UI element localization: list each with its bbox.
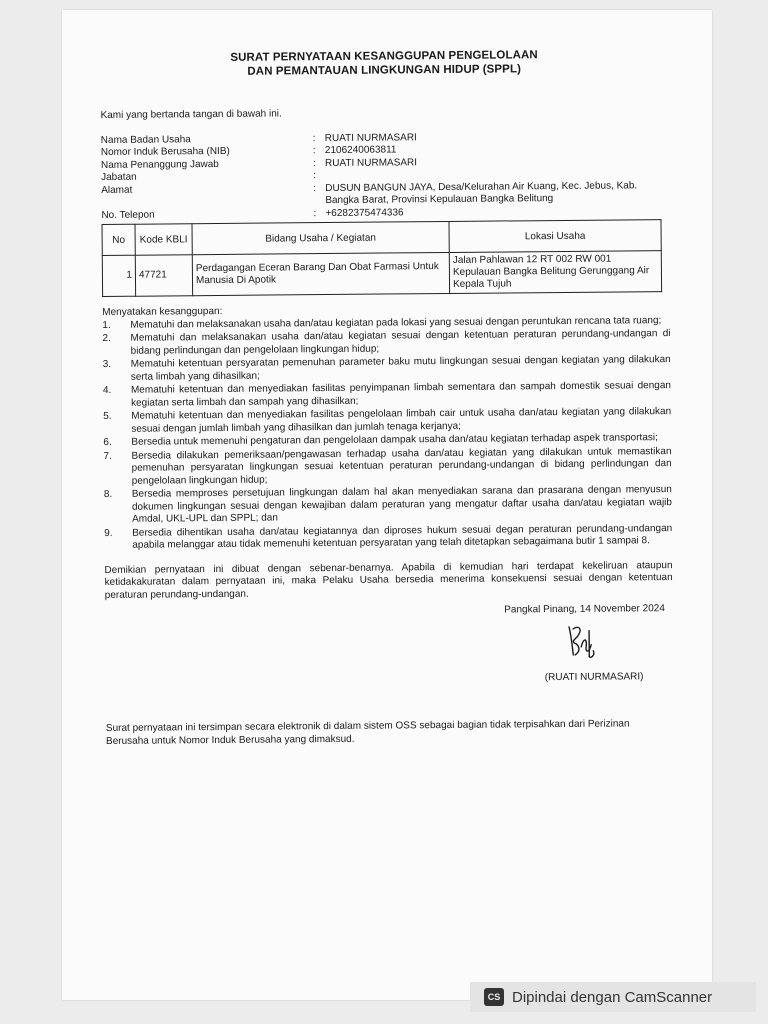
kbli-table	[102, 219, 663, 297]
declaration-heading: Menyatakan kesanggupan:	[102, 305, 223, 318]
cell-lokasi: Jalan Pahlawan 12 RT 002 RW 001 Kepulauan Bangka Belitung Gerunggang Air Kepala Tujuh	[449, 251, 661, 294]
item-text: Mematuhi ketentuan dan menyediakan fasilitas pengelolaan limbah cair untuk usaha dan/atau kegiatan yang dilakukan sesuai dengan jumlah limbah yang dihasilkan dan jumlah tenaga kerjanya;	[131, 406, 672, 435]
item-number: 7.	[103, 450, 112, 462]
info-block	[101, 130, 670, 222]
place-date: Pangkal Pinang, 14 November 2024	[504, 603, 665, 616]
info-value: DUSUN BANGUN JAYA, Desa/Kelurahan Air Kuang, Kec. Jebus, Kab. Bangka Barat, Provinsi Kepulauan Bangka Belitung	[325, 179, 638, 207]
info-label: Alamat	[101, 184, 133, 196]
list-item	[103, 354, 671, 384]
info-label: Nomor Induk Berusaha (NIB)	[100, 145, 230, 158]
item-number: 9.	[104, 527, 113, 539]
info-row-penanggung-jawab: Nama Penanggung Jawab : RUATI NURMASARI	[101, 155, 669, 172]
header-no: No	[102, 224, 135, 255]
item-number: 1.	[102, 319, 111, 331]
info-label: Nama Penanggung Jawab	[100, 158, 219, 171]
declaration-list	[102, 315, 672, 553]
info-value: 2106240063811	[324, 144, 397, 157]
item-text: Mematuhi ketentuan dan menyediakan fasilitas penyimpanan limbah sementara dan sampah domestik sesuai dengan kegiatan serta limbah dan sampah yang dihasilkan;	[130, 380, 671, 409]
info-row-nama-badan-usaha: Nama Badan Usaha : RUATI NURMASARI	[101, 130, 669, 147]
footer-note: Surat pernyataan ini tersimpan secara elektronik di dalam sistem OSS sebagai bagian tidak terpisahkan dari Perizinan Berusaha untuk Nomor Induk Berusaha yang dimaksud.	[105, 718, 630, 747]
list-item	[104, 523, 672, 553]
table-header-row	[102, 220, 661, 256]
signature-image	[563, 621, 599, 661]
list-item	[103, 406, 671, 436]
item-text: Mematuhi dan melaksanakan usaha dan/atau kegiatan sesuai dengan ketentuan peraturan perundang-undangan di bidang perlindungan dan pengelolaan lingkungan hidup;	[130, 328, 671, 357]
item-number: 2.	[102, 332, 111, 344]
item-number: 8.	[103, 488, 113, 500]
camscanner-logo-icon: CS	[484, 988, 504, 1006]
list-item	[102, 328, 670, 358]
info-row-jabatan: Jabatan :	[101, 167, 669, 184]
item-text: Bersedia untuk memenuhi pengaturan dan pengelolaan dampak usaha dan/atau kegiatan terhadap aspek transportasi;	[131, 432, 658, 448]
info-row-telepon: No. Telepon : +6282375474336	[101, 205, 669, 222]
list-item	[103, 380, 671, 410]
item-text: Mematuhi dan melaksanakan usaha dan/atau kegiatan pada lokasi yang sesuai dengan peruntukan rencana tata ruang;	[130, 314, 662, 331]
info-label: Jabatan	[101, 171, 137, 183]
title-line-2: DAN PEMANTAUAN LINGKUNGAN HIDUP (SPPL)	[247, 63, 522, 78]
item-number: 3.	[102, 358, 112, 370]
item-number: 6.	[103, 436, 112, 448]
item-text: Mematuhi ketentuan persyaratan pemenuhan parameter baku mutu lingkungan sesuai dengan kegiatan yang dilakukan serta limbah yang dihasilkan;	[130, 354, 671, 383]
info-label: Nama Badan Usaha	[100, 133, 191, 146]
document-title	[100, 47, 668, 80]
title-line-1: SURAT PERNYATAAN KESANGGUPAN PENGELOLAAN	[230, 49, 538, 64]
closing-statement: Demikian pernyataan ini dibuat dengan sebenar-benarnya. Apabila di kemudian hari terdapat kekeliruan ataupun ketidakakuratan dalam pernyataan ini, maka Pelaku Usaha bersedia menerima konsekuensi sesuai dengan ketentuan peraturan perundang-undangan.	[104, 559, 673, 601]
header-lokasi-usaha: Lokasi Usaha	[449, 220, 661, 253]
list-item	[103, 446, 671, 488]
info-row-nib: Nomor Induk Berusaha (NIB) : 2106240063811	[101, 142, 669, 159]
info-row-alamat: Alamat : DUSUN BANGUN JAYA, Desa/Kelurahan Air Kuang, Kec. Jebus, Kab. Bangka Barat, Provinsi Kepulauan Bangka Belitung	[101, 180, 669, 210]
item-text: Bersedia memproses persetujuan lingkungan dalam hal akan menyediakan sarana dan prasarana dengan menyusun dokumen lingkungan sesuai dengan kewajiban dalam peraturan yang mengatur daftar usaha dan/atau kegiatan wajib Amdal, UKL-UPL dan SPPL; dan	[131, 484, 672, 525]
document	[100, 47, 674, 748]
item-number: 4.	[102, 384, 112, 396]
item-number: 5.	[103, 410, 112, 422]
cell-bidang: Perdagangan Eceran Barang Dan Obat Farmasi Untuk Manusia Di Apotik	[192, 252, 449, 295]
header-kode-kbli: Kode KBLI	[135, 224, 192, 255]
cell-kbli: 47721	[135, 255, 192, 296]
item-text: Bersedia dilakukan pemeriksaan/pengawasan terhadap usaha dan/atau kegiatan yang dilakukan untuk memastikan pemenuhan persyaratan lingkungan sesuai ketentuan peraturan perundang-undangan di bidang perlindungan dan pengelolaan lingkungan hidup;	[131, 445, 672, 487]
signer-name: (RUATI NURMASARI)	[544, 671, 644, 684]
camscanner-watermark	[470, 982, 756, 1012]
table-row	[102, 251, 661, 297]
watermark-text: Dipindai dengan CamScanner	[512, 988, 713, 1006]
item-text: Bersedia dihentikan usaha dan/atau kegiatannya dan diproses hukum sesuai degan peraturan perundang-undangan apabila melanggar atau tidak memenuhi ketentuan persyaratan yang telah ditetapkan sebagaimana butir 1 sampai 8.	[132, 522, 673, 551]
cell-no: 1	[102, 255, 135, 296]
info-value: +6282375474336	[325, 206, 404, 219]
header-bidang-usaha: Bidang Usaha / Kegiatan	[192, 221, 449, 254]
intro-text: Kami yang bertanda tangan di bawah ini.	[100, 108, 282, 121]
info-value: RUATI NURMASARI	[324, 131, 417, 144]
list-item	[104, 484, 672, 526]
info-label: No. Telepon	[101, 209, 155, 221]
info-value: RUATI NURMASARI	[324, 156, 418, 169]
